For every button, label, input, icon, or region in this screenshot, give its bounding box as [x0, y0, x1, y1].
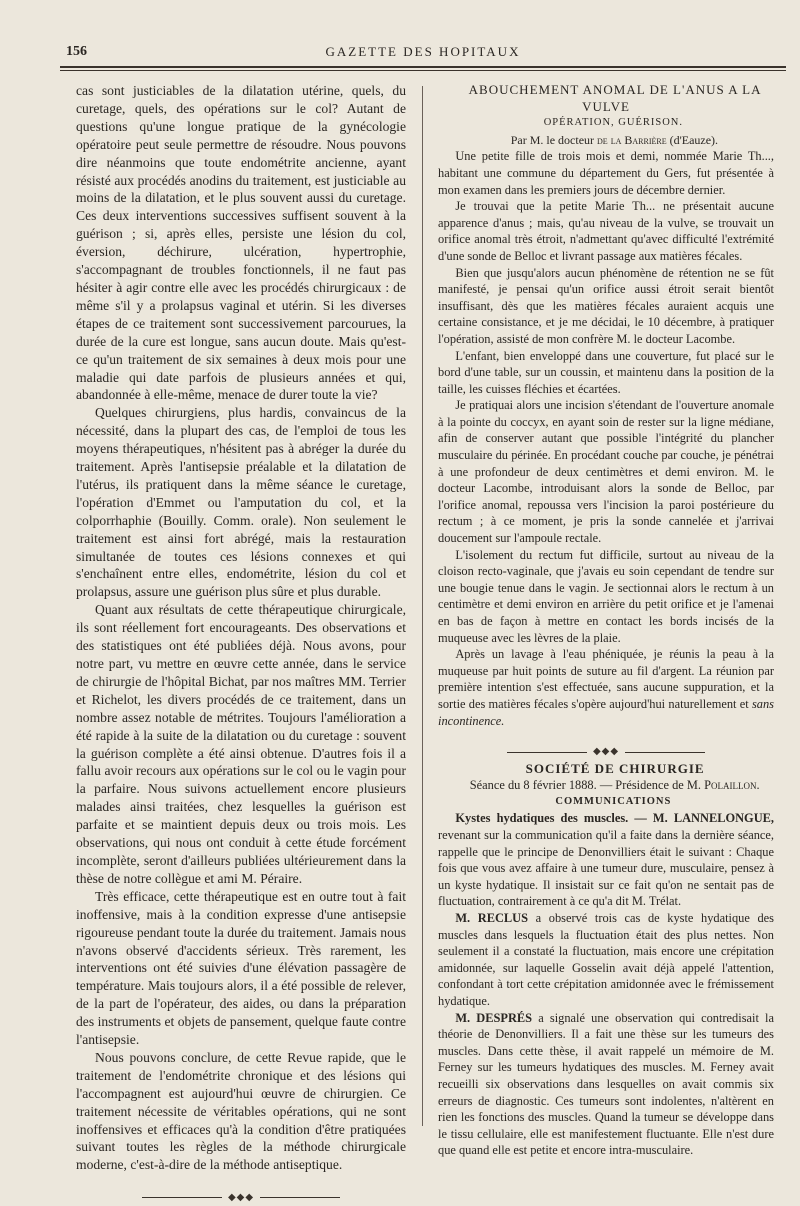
- italic-ending: sans incontinence.: [438, 696, 774, 728]
- paragraph: [438, 646, 774, 729]
- comm-speaker: M. RECLUS: [455, 911, 529, 926]
- paragraph: Nous pouvons conclure, de cette Revue rapide, que le traitement de l'endométrite chronique et des lésions qui l'accompagnent est aujourd'hui œuvre de chirurgien. Ce traitement nécessite de véritables opérations, qui ne sont inoffensives et efficaces qu'à la condition d'être pratiquées suivant toutes les règles de la méthode chirurgicale moderne, c'est-à-dire de la méthode antiseptique.: [76, 1049, 406, 1173]
- header-rule-thin: [60, 70, 786, 71]
- communication-paragraph: [438, 810, 774, 910]
- comm-speaker: M. LANNELONGUE,: [652, 811, 775, 826]
- comm-text: revenant sur la communication qu'il a faite dans la dernière séance, rappelle que le principe de Denonvilliers était le suivant : Chaque fois que vous avez affaire à une tumeur dure, musculaire, pensez à un kyste hydatique. Il insistait sur ce fait qu'on ne sentait pas de fluctuation, contrairement à ce qu'a dit M. Trélat.: [438, 828, 774, 909]
- journal-title: GAZETTE DES HOPITAUX: [325, 44, 521, 59]
- paragraph-text: Après un lavage à l'eau phéniquée, je réunis la peau à la muqueuse par huit points de suture au fil d'argent. La réunion par première intention s'est effectuée, sans aucune suppuration, et la sortie des matières fécales s'opère aujourd'hui naturellement et: [438, 647, 774, 711]
- comm-lead: Kystes hydatiques des muscles. —: [455, 811, 653, 826]
- paragraph: L'enfant, bien enveloppé dans une couverture, fut placé sur le bord d'une table, sur un coussin, et maintenu dans la position de la taille, les cuisses fléchies et écartées.: [438, 348, 774, 396]
- seance-president: Polaillon.: [704, 778, 760, 793]
- comm-speaker: M. DESPRÉS: [455, 1010, 533, 1025]
- right-column: [438, 82, 774, 1159]
- left-column: [76, 82, 406, 1206]
- page-header: [60, 44, 786, 68]
- header-rule: [60, 66, 786, 68]
- byline-author: de la Barrière: [597, 132, 667, 147]
- paragraph: Très efficace, cette thérapeutique est en outre tout à fait inoffensive, mais à la condition expresse d'une antisepsie rigoureuse pendant toute la durée du traitement. Jamais nous n'avons observé d'accidents sérieux. Très rarement, les interventions ont été suivies d'une élévation passagère de température. Mais toujours alors, il a été possible de relever, de la part de l'opérateur, des aides, ou dans la préparation des instruments et objets de pansement, quelque faute contre l'antisepsie.: [76, 888, 406, 1048]
- paragraph: cas sont justiciables de la dilatation utérine, quels, du curetage, quels, des opérations sur le col? Autant de questions qu'une longue pratique de la gynécologie opératoire peut seule permettre de résoudre. Nous pouvons dire néanmoins que toute endométrite ancienne, ayant résisté aux procédés anodins du traitement, est justiciable au moins de la dilatation, et le plus souvent aussi du curetage. Ces deux interventions successives suffisent souvent à la guérison ; si, après elles, persiste une lésion du col, éversion, déchirure, ulcération, hypertrophie, s'accompagnant de troubles fonctionnels, il ne faut pas hésiter à agir contre elle avec les procédés chirurgicaux : de même s'il y a prolapsus vaginal et utérin. Si les diverses étapes de ce traitement sont successivement parcourues, la durée de la cure est longue, sans aucun doute. Mais qu'est-ce qu'un traitement de six semaines à deux mois pour une maladie qui date parfois de plusieurs années et qui, abandonnée à elle-même, menace de durer toute la vie?: [76, 83, 406, 403]
- paragraph: Je pratiquai alors une incision s'étendant de l'ouverture anomale à la pointe du coccyx, en ayant soin de rester sur la ligne médiane, afin de conserver autant que possible l'intégrité du plancher musculaire du périnée. En procédant couche par couche, je pénétrai à une profondeur de deux centimètres et demi environ. M. le docteur Lacombe, introduisant alors la sonde de Belloc, par l'orifice anomal, repoussa vers l'incision la paroi postérieure du rectum ; à ce moment, je pris la sonde cannelée et j'arrivai doucement sur l'ampoule rectale.: [438, 398, 774, 546]
- article-subtitle: OPÉRATION, GUÉRISON.: [543, 117, 683, 129]
- communication-paragraph: [438, 910, 774, 1010]
- separator-ornament: ◆◆◆: [438, 743, 774, 761]
- separator-ornament: ◆◆◆: [76, 1188, 406, 1206]
- seance-line: [438, 777, 774, 794]
- byline-prefix: Par M. le docteur: [510, 132, 598, 147]
- communications-heading: COMMUNICATIONS: [555, 795, 672, 807]
- column-divider: [422, 86, 423, 1126]
- paragraph: Une petite fille de trois mois et demi, nommée Marie Th..., habitant une commune du département du Gers, fut présentée à mon examen dans les premiers jours de décembre dernier.: [438, 149, 774, 197]
- section-title: SOCIÉTÉ DE CHIRURGIE: [525, 760, 705, 776]
- communication-paragraph: [438, 1010, 774, 1159]
- paragraph: L'isolement du rectum fut difficile, surtout au niveau de la cloison recto-vaginale, que j'avais eu soin cependant de tendre sur une bougie tenue dans le vagin. Je sectionnai alors le rectum à un centimètre et demi environ en arrière du petit orifice et je l'amenai en bas de façon à mettre en contact les bords incisés de la muqueuse avec les lèvres de la plaie.: [438, 547, 774, 645]
- comm-text: a observé trois cas de kyste hydatique des muscles dans lesquels la fluctuation était des plus nettes. Non seulement il a constaté la fluctuation, mais encore une crépitation amidonnée, sur laquelle Gosselin avait déjà appelé l'attention, confondant à tort cette crépitation amidonnée avec le frémissement hydatique.: [438, 911, 775, 1009]
- byline-suffix: (d'Eauze).: [666, 132, 719, 147]
- article-title: ABOUCHEMENT ANOMAL DE L'ANUS A LA VULVE: [468, 82, 762, 114]
- paragraph: Quant aux résultats de cette thérapeutique chirurgicale, ils sont réellement fort encourageants. Des observations et des statistiques ont été publiées déjà. Nous avons, pour notre part, vu mettre en œuvre cette année, dans le service de chirurgie de l'hôpital Bichat, par nos maîtres MM. Terrier et Richelot, les divers procédés de ce traitement, dans un nombre assez notable de métrites. Toujours l'amélioration a été rapide à la suite de la dilatation ou du curetage : souvent la guérison complète a été ainsi obtenue. D'autres fois il a fallu avoir recours aux opérations sur le col ou le vagin pour la parfaire. Nous suivons actuellement encore plusieurs malades ainsi traitées, chez lesquelles la guérison est parfaite et se maintient depuis deux ou trois mois. Les observations, qui nous ont conduit à cette étude forcément incomplète, seront d'ailleurs publiées ultérieurement dans la thèse de notre collègue et ami M. Péraire.: [76, 602, 406, 886]
- paragraph: Je trouvai que la petite Marie Th... ne présentait aucune apparence d'anus ; mais, qu'au niveau de la vulve, se trouvait un orifice anomal très étroit, n'admettant qu'avec difficulté l'extrémité d'une sonde de Belloc et livrant passage aux matières fécales.: [438, 199, 774, 263]
- seance-text: Séance du 8 février 1888. — Présidence de M.: [469, 778, 705, 793]
- page-number: 156: [66, 44, 87, 59]
- comm-text: a signalé une observation qui contredisait la théorie de Denonvilliers. Il a fait une thèse sur les tumeurs des muscles. Dans cette thèse, il avait rappelé un mémoire de M. Ferney sur les tumeurs hydatiques des muscles. M. Ferney avait recueilli six observations dans lesquelles on avait commis six erreurs de diagnostic. Ces tumeurs sont indolentes, n'altèrent en rien les fonctions des muscles. Quand la tumeur se développe dans le tissu cellulaire, elle est manifestement fluctuante. Elle n'est dure que quand elle est petite et encore intra-musculaire.: [438, 1010, 774, 1158]
- paragraph: Bien que jusqu'alors aucun phénomène de rétention ne se fût manifesté, je pensai qu'un orifice aussi étroit serait bientôt insuffisant, dès que les matières fécales auraient acquis une certaine consistance, et je me décidai, le 10 décembre, à pratiquer l'opération, assisté de mon confrère M. le docteur Lacombe.: [438, 265, 774, 346]
- paragraph: Quelques chirurgiens, plus hardis, convaincus de la nécessité, dans la plupart des cas, de l'emploi de tous les moyens thérapeutiques, n'hésitent pas à abréger la durée du traitement. Après l'antisepsie préalable et la dilatation de l'utérus, ils pratiquent dans la même séance le curetage, l'opération d'Emmet ou l'amputation du col, et la colporrhaphie (Bouilly. Comm. orale). Non seulement le traitement est ainsi fort abrégé, mais la restauration simultanée de toutes ces lésions connexes et qui s'enchaînent entre elles, endométrite, lésion du col et prolapsus, assure une guérison plus sûre et plus durable.: [76, 405, 406, 600]
- page: [60, 32, 786, 1203]
- article-byline: [438, 132, 774, 149]
